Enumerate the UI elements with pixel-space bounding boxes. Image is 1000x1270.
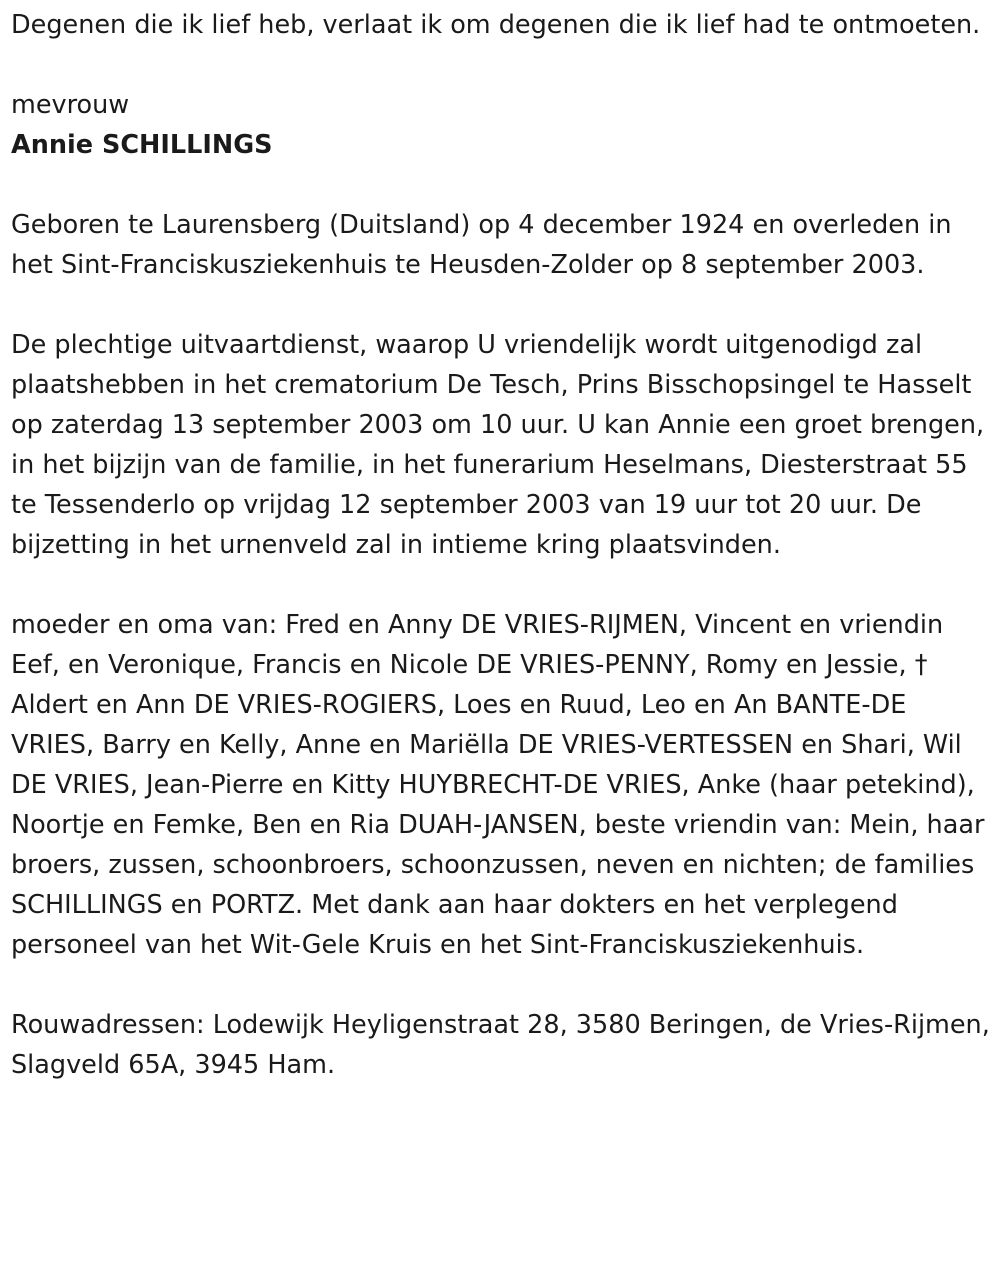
- quote-text: Degenen die ik lief heb, verlaat ik om degenen die ik lief had te ontmoeten.: [11, 10, 981, 40]
- title-prefix: mevrouw: [11, 90, 130, 120]
- funeral-paragraph: De plechtige uitvaartdienst, waarop U vriendelijk wordt uitgenodigd zal plaatshebben in het crematorium De Tesch, Prins Bisschopsingel te Hasselt op zaterdag 13 september 2003 om 10 uur. U kan Annie een groet brengen, in het bijzijn van de familie, in het funerarium Heselmans, Diesterstraat 55 te Tessenderlo op vrijdag 12 september 2003 van 19 uur tot 20 uur. De bijzetting in het urnenveld zal in intieme kring plaatsvinden.: [11, 330, 985, 560]
- obituary-document: [11, 5, 993, 1125]
- birth-death-paragraph: Geboren te Laurensberg (Duitsland) op 4 december 1924 en overleden in het Sint-Franciskusziekenhuis te Heusden-Zolder op 8 september 2003.: [11, 210, 952, 280]
- deceased-name: Annie SCHILLINGS: [11, 130, 273, 160]
- addresses-paragraph: Rouwadressen: Lodewijk Heyligenstraat 28, 3580 Beringen, de Vries-Rijmen, Slagveld 65A, 3945 Ham.: [11, 1010, 990, 1080]
- family-paragraph: moeder en oma van: Fred en Anny DE VRIES-RIJMEN, Vincent en vriendin Eef, en Veronique, Francis en Nicole DE VRIES-PENNY, Romy en Jessie, † Aldert en Ann DE VRIES-ROGIERS, Loes en Ruud, Leo en An BANTE-DE VRIES, Barry en Kelly, Anne en Mariëlla DE VRIES-VERTESSEN en Shari, Wil DE VRIES, Jean-Pierre en Kitty HUYBRECHT-DE VRIES, Anke (haar petekind), Noortje en Femke, Ben en Ria DUAH-JANSEN, beste vriendin van: Mein, haar broers, zussen, schoonbroers, schoonzussen, neven en nichten; de families SCHILLINGS en PORTZ. Met dank aan haar dokters en het verplegend personeel van het Wit-Gele Kruis en het Sint-Franciskusziekenhuis.: [11, 610, 985, 960]
